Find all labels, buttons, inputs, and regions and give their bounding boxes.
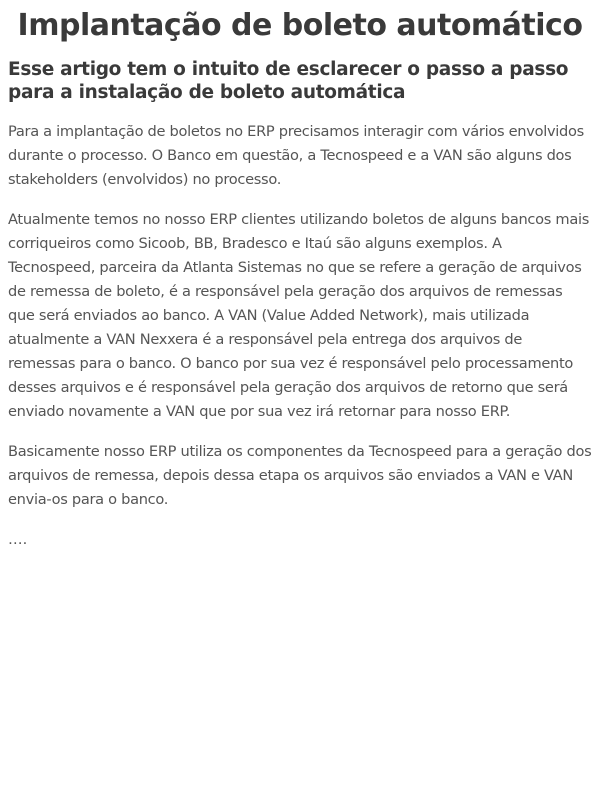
article — [0, 8, 600, 552]
article-subtitle: Esse artigo tem o intuito de esclarecer o passo a passo para a instalação de boleto automática — [8, 59, 569, 103]
paragraph-summary: Basicamente nosso ERP utiliza os componentes da Tecnospeed para a geração dos arquivos de remessa, depois dessa etapa os arquivos são enviados a VAN e VAN envia-os para o banco. — [8, 443, 592, 508]
page-title: Implantação de boleto automático — [17, 8, 583, 43]
paragraph-current-state: Atualmente temos no nosso ERP clientes utilizando boletos de alguns bancos mais corriqueiros como Sicoob, BB, Bradesco e Itaú são alguns exemplos. A Tecnospeed, parceira da Atlanta Sistemas no que se refere a geração de arquivos de remessa de boleto, é a responsável pela geração dos arquivos de remessas que será enviados ao banco. A VAN (Value Added Network), mais utilizada atualmente a VAN Nexxera é a responsável pela entrega dos arquivos de remessas para o banco. O banco por sua vez é responsável pelo processamento desses arquivos e é responsável pela geração dos arquivos de retorno que será enviado novamente a VAN que por sua vez irá retornar para nosso ERP. — [8, 211, 590, 420]
paragraph-intro: Para a implantação de boletos no ERP precisamos interagir com vários envolvidos durante o processo. O Banco em questão, a Tecnospeed e a VAN são alguns dos stakeholders (envolvidos) no processo. — [8, 123, 584, 188]
ellipsis-text: …. — [8, 531, 28, 548]
